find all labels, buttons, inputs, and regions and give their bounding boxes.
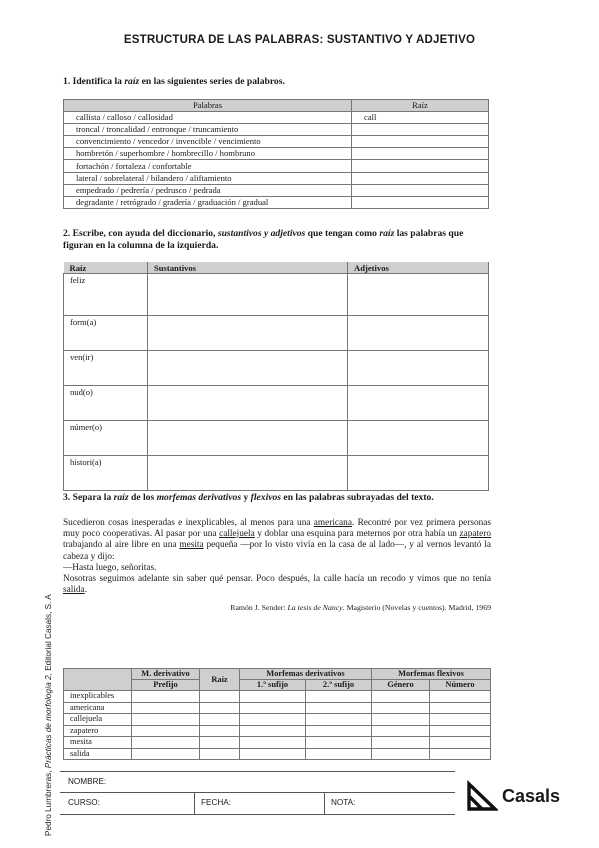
header-prefijo: Prefijo bbox=[132, 680, 200, 691]
question-number: 3. bbox=[63, 492, 71, 503]
derivatives-table bbox=[63, 262, 489, 491]
form-row-name bbox=[60, 772, 455, 793]
prefijo-answer-cell[interactable] bbox=[132, 748, 200, 760]
casals-logo-text: Casals bbox=[502, 786, 561, 806]
genero-answer-cell[interactable] bbox=[372, 725, 430, 737]
table-row bbox=[64, 748, 491, 760]
sufijo-2-answer-cell[interactable] bbox=[306, 725, 372, 737]
root-cell: ven(ir) bbox=[64, 351, 148, 386]
question-1 bbox=[63, 76, 285, 88]
words-cell: hombretón / superhombre / hombrecillo / hombruno bbox=[64, 148, 352, 160]
numero-answer-cell[interactable] bbox=[430, 714, 491, 726]
genero-answer-cell[interactable] bbox=[372, 691, 430, 703]
question-italic: flexivos bbox=[250, 492, 282, 503]
prefijo-answer-cell[interactable] bbox=[132, 725, 200, 737]
genero-answer-cell[interactable] bbox=[372, 737, 430, 749]
word-cell: salida bbox=[64, 748, 132, 760]
curso-label: CURSO: bbox=[68, 798, 100, 807]
student-form bbox=[60, 771, 455, 815]
sidebar-title: Prácticas de morfología 2 bbox=[44, 675, 53, 769]
question-italic: raíz bbox=[113, 492, 129, 503]
table-row bbox=[64, 316, 489, 351]
roots-table bbox=[63, 99, 489, 209]
question-text: y bbox=[241, 492, 251, 503]
page-title: ESTRUCTURA DE LAS PALABRAS: SUSTANTIVO Y ADJETIVO bbox=[123, 34, 476, 46]
sustantivos-answer-cell[interactable] bbox=[148, 316, 348, 351]
sufijo-1-answer-cell[interactable] bbox=[240, 725, 306, 737]
sustantivos-answer-cell[interactable] bbox=[148, 421, 348, 456]
question-italic: morfemas derivativos bbox=[156, 492, 242, 503]
numero-answer-cell[interactable] bbox=[430, 748, 491, 760]
citation-source: . Magisterio (Novelas y cuentos). Madrid, 1969 bbox=[342, 603, 491, 612]
table-row bbox=[64, 714, 491, 726]
genero-answer-cell[interactable] bbox=[372, 714, 430, 726]
question-italic: sustantivos y adjetivos bbox=[217, 228, 306, 239]
sufijo-1-answer-cell[interactable] bbox=[240, 691, 306, 703]
question-text: en las palabras subrayadas del texto. bbox=[281, 492, 434, 503]
root-cell: form(a) bbox=[64, 316, 148, 351]
copyright-sidebar bbox=[44, 594, 53, 836]
genero-answer-cell[interactable] bbox=[372, 702, 430, 714]
root-cell[interactable] bbox=[352, 124, 489, 136]
word-cell: americana bbox=[64, 702, 132, 714]
numero-answer-cell[interactable] bbox=[430, 702, 491, 714]
sufijo-2-answer-cell[interactable] bbox=[306, 702, 372, 714]
sufijo-1-answer-cell[interactable] bbox=[240, 748, 306, 760]
question-2 bbox=[63, 228, 493, 252]
passage-dialogue: —Hasta luego, señoritas. bbox=[63, 562, 157, 573]
underlined-word: salida bbox=[63, 585, 85, 596]
sufijo-2-answer-cell[interactable] bbox=[306, 737, 372, 749]
adjetivos-answer-cell[interactable] bbox=[348, 351, 489, 386]
sufijo-2-answer-cell[interactable] bbox=[306, 691, 372, 703]
root-cell: feliz bbox=[64, 274, 148, 316]
words-cell: callista / calloso / callosidad bbox=[64, 112, 352, 124]
root-cell: númer(o) bbox=[64, 421, 148, 456]
raiz-answer-cell[interactable] bbox=[200, 714, 240, 726]
word-cell: callejuela bbox=[64, 714, 132, 726]
nombre-label: NOMBRE: bbox=[68, 777, 107, 786]
question-text: que tengan como bbox=[305, 228, 380, 239]
sustantivos-answer-cell[interactable] bbox=[148, 456, 348, 491]
table-row bbox=[64, 160, 489, 172]
table-row bbox=[64, 184, 489, 196]
column-header-raiz: Raíz bbox=[64, 262, 148, 274]
question-text: en las siguientes series de palabros. bbox=[139, 76, 285, 87]
adjetivos-answer-cell[interactable] bbox=[348, 421, 489, 456]
citation-author: Ramón J. Sender: bbox=[230, 603, 288, 612]
table-row bbox=[64, 274, 489, 316]
underlined-word: americana bbox=[313, 518, 352, 528]
header-raiz: Raíz bbox=[200, 669, 240, 691]
words-cell: lateral / sobrelateral / bilandero / aliftamiento bbox=[64, 172, 352, 184]
words-cell: fortachón / fortaleza / confortable bbox=[64, 160, 352, 172]
sufijo-2-answer-cell[interactable] bbox=[306, 714, 372, 726]
casals-logo-icon bbox=[466, 780, 498, 812]
nota-label: NOTA: bbox=[331, 798, 356, 807]
root-cell[interactable] bbox=[352, 160, 489, 172]
root-cell[interactable] bbox=[352, 148, 489, 160]
question-text: de los bbox=[128, 492, 157, 503]
prefijo-answer-cell[interactable] bbox=[132, 737, 200, 749]
question-italic: raíz bbox=[124, 76, 140, 87]
sufijo-1-answer-cell[interactable] bbox=[240, 714, 306, 726]
table-row bbox=[64, 725, 491, 737]
passage-text: Sucedieron cosas inesperadas e inexplicables, al menos para una bbox=[63, 518, 314, 528]
header-morfemas-derivativos: Morfemas derivativos bbox=[240, 669, 372, 680]
sustantivos-answer-cell[interactable] bbox=[148, 274, 348, 316]
passage-text: trabajando al aire libre en una bbox=[63, 540, 180, 551]
sidebar-text: , Editorial Casals, S. A bbox=[44, 594, 53, 676]
table-row bbox=[64, 737, 491, 749]
word-cell: zapatero bbox=[64, 725, 132, 737]
table-row bbox=[64, 702, 491, 714]
adjetivos-answer-cell[interactable] bbox=[348, 274, 489, 316]
question-text: las palabras que figuran en la columna de la izquierda. bbox=[63, 228, 464, 251]
table-row bbox=[64, 421, 489, 456]
underlined-word: zapatero bbox=[459, 529, 492, 540]
root-cell[interactable]: call bbox=[352, 112, 489, 124]
question-text: Separa la bbox=[72, 492, 114, 503]
underlined-word: callejuela bbox=[219, 529, 255, 540]
form-divider bbox=[194, 793, 195, 814]
sustantivos-answer-cell[interactable] bbox=[148, 386, 348, 421]
table-row bbox=[64, 124, 489, 136]
root-cell[interactable] bbox=[352, 136, 489, 148]
sustantivos-answer-cell[interactable] bbox=[148, 351, 348, 386]
table-row bbox=[64, 172, 489, 184]
header-numero: Número bbox=[430, 680, 491, 691]
numero-answer-cell[interactable] bbox=[430, 737, 491, 749]
genero-answer-cell[interactable] bbox=[372, 748, 430, 760]
sufijo-2-answer-cell[interactable] bbox=[306, 748, 372, 760]
header-m-derivativo: M. derivativo bbox=[132, 669, 200, 680]
words-cell: troncal / troncalidad / entronque / truncamiento bbox=[64, 124, 352, 136]
root-cell: histori(a) bbox=[64, 456, 148, 491]
table-row bbox=[64, 456, 489, 491]
sufijo-1-answer-cell[interactable] bbox=[240, 702, 306, 714]
raiz-answer-cell[interactable] bbox=[200, 725, 240, 737]
question-3 bbox=[63, 492, 434, 504]
header-blank bbox=[64, 669, 132, 691]
morphemes-table bbox=[63, 668, 491, 760]
question-number: 2. bbox=[63, 228, 71, 239]
form-divider bbox=[324, 793, 325, 814]
root-cell[interactable] bbox=[352, 196, 489, 208]
fecha-label: FECHA: bbox=[201, 798, 232, 807]
passage-text: . bbox=[84, 585, 88, 596]
column-header-palabras: Palabras bbox=[64, 100, 352, 112]
header-sufijo-1: 1.º sufijo bbox=[240, 680, 306, 691]
sidebar-text: Pedro Lumbreras, bbox=[44, 768, 53, 836]
underlined-word: mesita bbox=[179, 540, 204, 551]
question-text: Identifica la bbox=[72, 76, 125, 87]
numero-answer-cell[interactable] bbox=[430, 725, 491, 737]
header-sufijo-2: 2.º sufijo bbox=[306, 680, 372, 691]
numero-answer-cell[interactable] bbox=[430, 691, 491, 703]
column-header-raiz: Raíz bbox=[352, 100, 489, 112]
passage-text: Nosotras seguimos adelante sin saber qué pensar. Poco después, la calle hacía un recodo y vimos que no tenía bbox=[63, 574, 491, 585]
word-cell: mesita bbox=[64, 737, 132, 749]
table-row bbox=[64, 386, 489, 421]
question-text: Escribe, con ayuda del diccionario, bbox=[72, 228, 218, 239]
raiz-answer-cell[interactable] bbox=[200, 737, 240, 749]
prefijo-answer-cell[interactable] bbox=[132, 691, 200, 703]
reading-passage bbox=[63, 518, 491, 596]
words-cell: convencimiento / vencedor / invencible / vencimiento bbox=[64, 136, 352, 148]
column-header-adjetivos: Adjetivos bbox=[348, 262, 489, 274]
table-row bbox=[64, 196, 489, 208]
passage-text: pequeña —por lo visto vivía en la casa de al lado—, y al vernos levantó la cabeza y dijo: bbox=[63, 540, 491, 562]
table-row bbox=[64, 136, 489, 148]
header-genero: Género bbox=[372, 680, 430, 691]
adjetivos-answer-cell[interactable] bbox=[348, 456, 489, 491]
root-cell[interactable] bbox=[352, 172, 489, 184]
passage-text: y doblar una esquina para meternos por otra había un bbox=[254, 529, 460, 540]
words-cell: empedrado / pedrería / pedrusco / pedrada bbox=[64, 184, 352, 196]
prefijo-answer-cell[interactable] bbox=[132, 714, 200, 726]
adjetivos-answer-cell[interactable] bbox=[348, 316, 489, 351]
column-header-sustantivos: Sustantivos bbox=[148, 262, 348, 274]
table-row bbox=[64, 351, 489, 386]
prefijo-answer-cell[interactable] bbox=[132, 702, 200, 714]
table-row bbox=[64, 112, 489, 124]
words-cell: degradante / retrógrado / gradería / graduación / gradual bbox=[64, 196, 352, 208]
raiz-answer-cell[interactable] bbox=[200, 748, 240, 760]
raiz-answer-cell[interactable] bbox=[200, 702, 240, 714]
table-row bbox=[64, 691, 491, 703]
passage-text: . Recontré por vez primera personas muy poco cooperativas. Al pasar por una bbox=[63, 518, 491, 540]
question-italic: raíz bbox=[379, 228, 395, 239]
sufijo-1-answer-cell[interactable] bbox=[240, 737, 306, 749]
citation-work: La tesis de Nancy bbox=[287, 603, 343, 612]
word-cell: inexplicables bbox=[64, 691, 132, 703]
citation bbox=[230, 603, 491, 612]
table-row bbox=[64, 148, 489, 160]
header-morfemas-flexivos: Morfemas flexivos bbox=[372, 669, 491, 680]
root-cell: nud(o) bbox=[64, 386, 148, 421]
raiz-answer-cell[interactable] bbox=[200, 691, 240, 703]
adjetivos-answer-cell[interactable] bbox=[348, 386, 489, 421]
question-number: 1. bbox=[63, 76, 71, 87]
root-cell[interactable] bbox=[352, 184, 489, 196]
